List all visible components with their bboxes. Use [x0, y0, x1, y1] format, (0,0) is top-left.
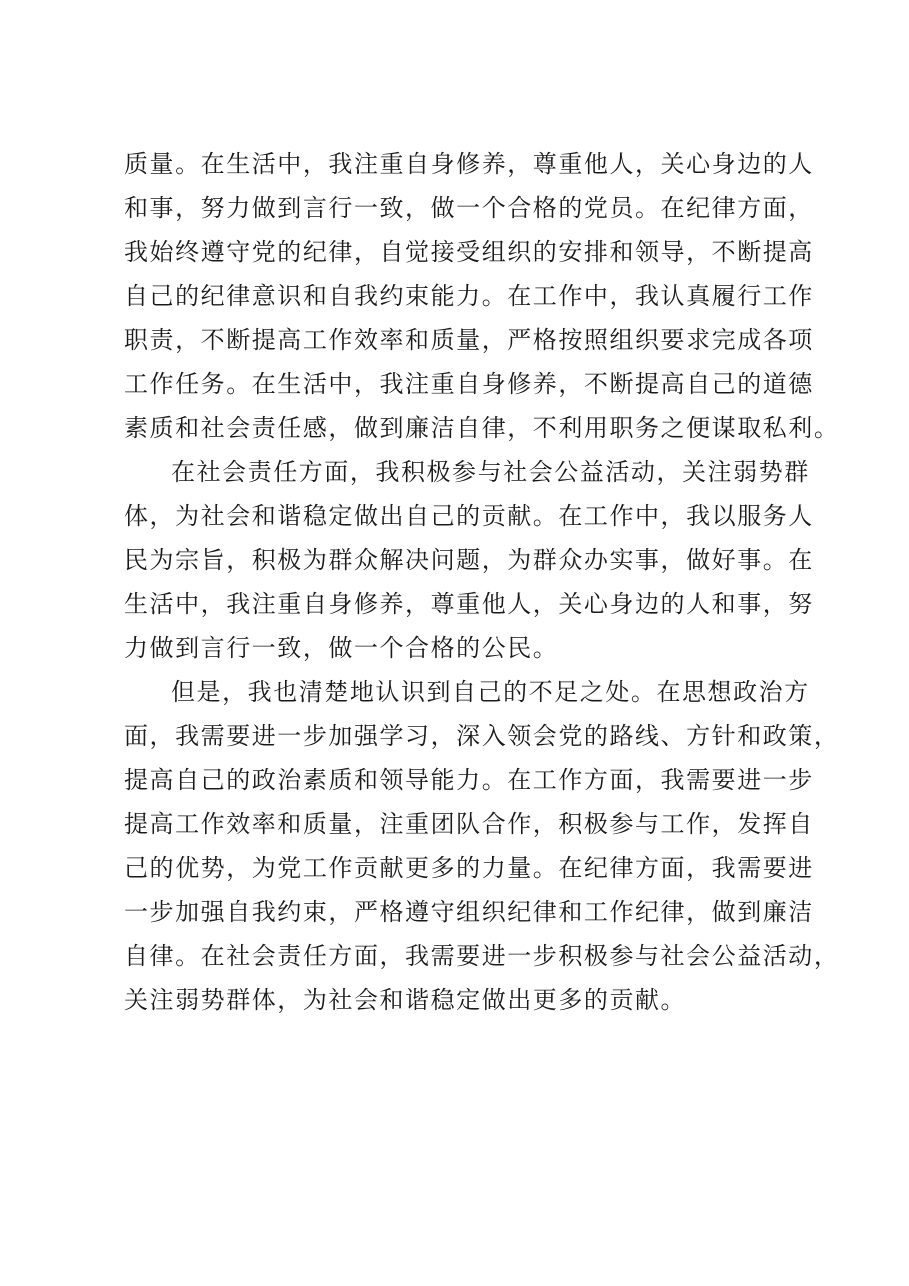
text-line: 和事，努力做到言行一致，做一个合格的党员。在纪律方面，	[124, 194, 814, 222]
paragraph-3	[124, 670, 840, 1022]
paragraph-1	[124, 142, 840, 450]
text-line: 提高工作效率和质量，注重团队合作，积极参与工作，发挥自	[124, 810, 814, 838]
paragraph-2	[124, 450, 814, 670]
text-line: 力做到言行一致，做一个合格的公民。	[124, 634, 559, 662]
text-line: 工作任务。在生活中，我注重自身修养，不断提高自己的道德	[124, 370, 814, 398]
text-line: 一步加强自我约束，严格遵守组织纪律和工作纪律，做到廉洁	[124, 898, 814, 926]
text-line: 素质和社会责任感，做到廉洁自律，不利用职务之便谋取私利。	[124, 414, 840, 442]
text-line: 自己的纪律意识和自我约束能力。在工作中，我认真履行工作	[124, 282, 814, 310]
text-line: 生活中，我注重自身修养，尊重他人，关心身边的人和事，努	[124, 590, 814, 618]
document-body	[124, 142, 840, 1022]
text-line: 在社会责任方面，我积极参与社会公益活动，关注弱势群	[171, 458, 810, 486]
text-line: 职责，不断提高工作效率和质量，严格按照组织要求完成各项	[124, 326, 814, 354]
text-line: 体，为社会和谐稳定做出自己的贡献。在工作中，我以服务人	[124, 502, 814, 530]
text-line: 己的优势，为党工作贡献更多的力量。在纪律方面，我需要进	[124, 854, 814, 882]
text-line: 我始终遵守党的纪律，自觉接受组织的安排和领导，不断提高	[124, 238, 814, 266]
text-line: 质量。在生活中，我注重自身修养，尊重他人，关心身边的人	[124, 150, 814, 178]
text-line: 提高自己的政治素质和领导能力。在工作方面，我需要进一步	[124, 766, 814, 794]
text-line: 但是，我也清楚地认识到自己的不足之处。在思想政治方	[171, 678, 810, 706]
text-line: 面，我需要进一步加强学习，深入领会党的路线、方针和政策，	[124, 722, 840, 750]
text-line: 自律。在社会责任方面，我需要进一步积极参与社会公益活动，	[124, 942, 840, 970]
text-line: 民为宗旨，积极为群众解决问题，为群众办实事，做好事。在	[124, 546, 814, 574]
text-line: 关注弱势群体，为社会和谐稳定做出更多的贡献。	[124, 986, 687, 1014]
